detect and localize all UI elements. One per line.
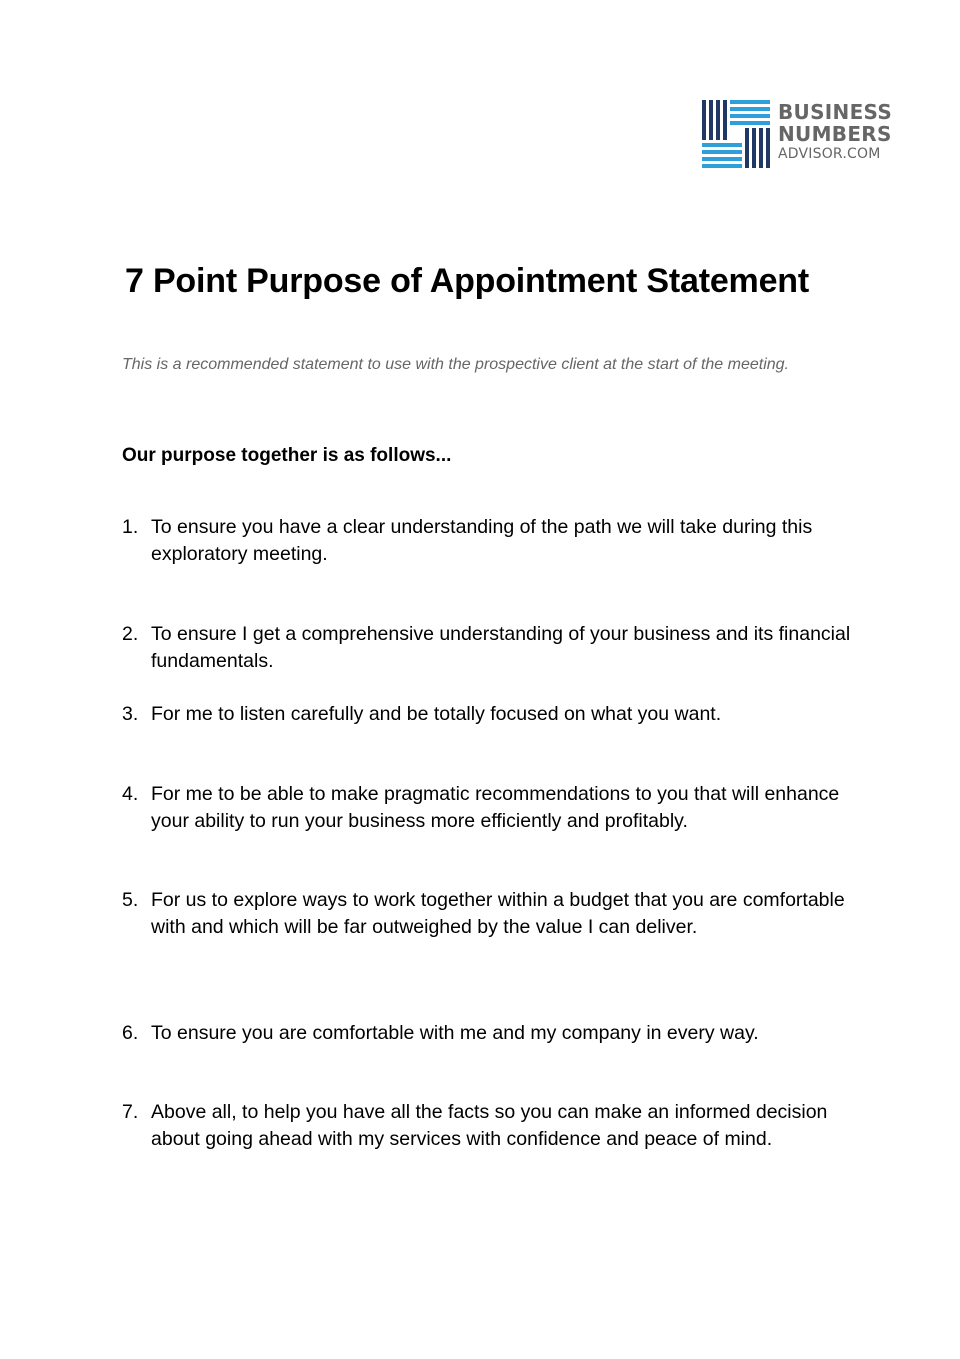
list-item-number: 1. [122, 516, 139, 538]
list-item [122, 781, 852, 835]
page-title: 7 Point Purpose of Appointment Statement [125, 262, 809, 300]
logo-line-business: BUSINESS [778, 100, 893, 124]
list-item-text: To ensure I get a comprehensive understanding of your business and its financial fundamentals. [151, 623, 851, 672]
intro-note: This is a recommended statement to use with the prospective client at the start of the meeting. [122, 356, 789, 373]
list-item-number: 7. [122, 1101, 139, 1123]
list-item [122, 1099, 852, 1153]
list-item-text: For us to explore ways to work together within a budget that you are comfortable with and which will be far outweighed by the value I can deliver. [151, 889, 845, 938]
list-item [122, 701, 852, 728]
logo-line-numbers: NUMBERS [778, 122, 892, 146]
list-item-text: To ensure you are comfortable with me and my company in every way. [151, 1022, 759, 1044]
logo-wordmark [778, 101, 892, 163]
striped-square-logo-icon [702, 100, 770, 168]
list-item-number: 3. [122, 703, 139, 725]
list-item-number: 2. [122, 623, 139, 645]
list-item [122, 621, 852, 675]
list-item-number: 6. [122, 1022, 139, 1044]
logo-line-advisor: ADVISOR.COM [778, 146, 881, 162]
list-item-text: For me to be able to make pragmatic recommendations to you that will enhance your ability to run your business more efficiently and profitably. [151, 783, 840, 832]
list-item-text: To ensure you have a clear understanding of the path we will take during this exploratory meeting. [151, 516, 813, 565]
list-item-text: For me to listen carefully and be totally focused on what you want. [151, 703, 722, 725]
list-item-number: 5. [122, 889, 139, 911]
list-item [122, 887, 852, 941]
list-item-number: 4. [122, 783, 139, 805]
list-item-text: Above all, to help you have all the facts so you can make an informed decision about going ahead with my services with confidence and peace of mind. [151, 1101, 828, 1150]
brand-logo [702, 100, 892, 168]
list-item [122, 514, 852, 568]
purpose-lead-in: Our purpose together is as follows... [122, 445, 452, 466]
list-item [122, 1020, 852, 1047]
